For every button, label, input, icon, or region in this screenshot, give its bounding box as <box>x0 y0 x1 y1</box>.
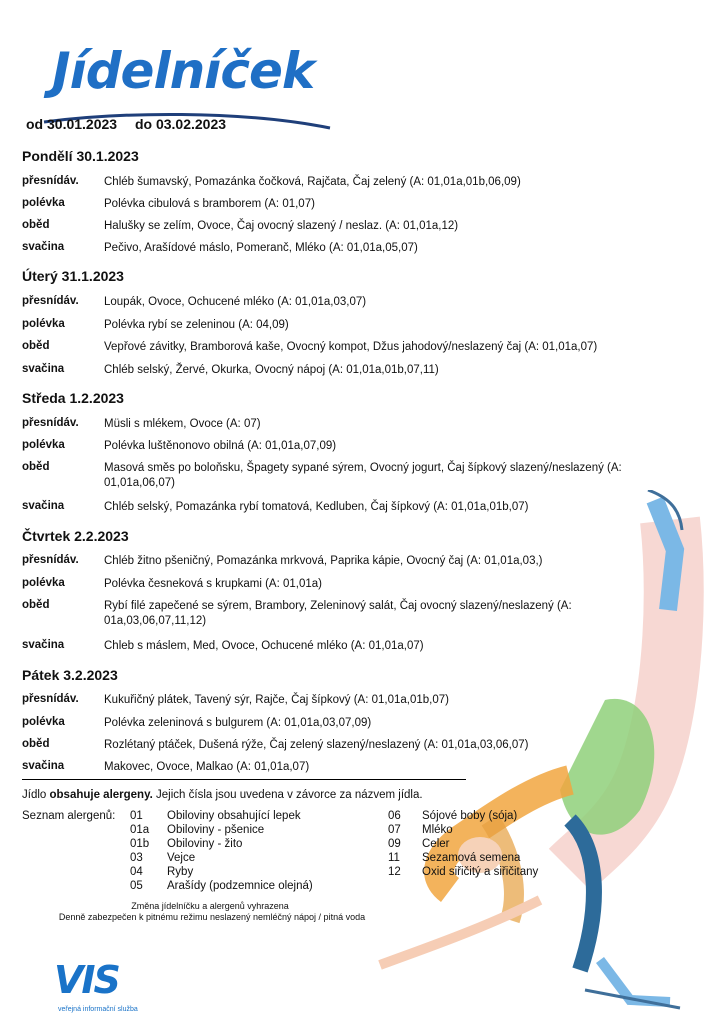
meal-label: oběd <box>22 340 50 352</box>
allergen-list-right <box>388 809 588 889</box>
allergen-name: Sójové boby (sója) <box>422 810 518 822</box>
allergen-code: 09 <box>388 838 401 850</box>
allergen-code: 11 <box>388 852 400 864</box>
allergen-name: Celer <box>422 838 450 850</box>
meal-text: Kukuřičný plátek, Tavený sýr, Rajče, Čaj šípkový (A: 01,01a,01b,07) <box>104 694 449 706</box>
meal-label: svačina <box>22 639 65 651</box>
meal-label: svačina <box>22 363 65 375</box>
allergen-name: Ryby <box>167 866 194 878</box>
meal-text: Chleb s máslem, Med, Ovoce, Ochucené mléko (A: 01,01a,07) <box>104 640 424 652</box>
day-heading: Úterý 31.1.2023 <box>22 268 124 284</box>
meal-label: oběd <box>22 219 50 231</box>
allergen-code: 07 <box>388 824 401 836</box>
meal-label: přesnídáv. <box>22 175 79 187</box>
meal-text: Loupák, Ovoce, Ochucené mléko (A: 01,01a,03,07) <box>104 296 367 308</box>
meal-text: Polévka cibulová s bramborem (A: 01,07) <box>104 198 315 210</box>
meal-text: Vepřové závitky, Bramborová kaše, Ovocný kompot, Džus jahodový/neslazený čaj (A: 01,01a,07) <box>104 341 598 353</box>
meal-text: Pečivo, Arašídové máslo, Pomeranč, Mléko (A: 01,01a,05,07) <box>104 242 418 254</box>
meal-text: Chléb žitno pšeničný, Pomazánka mrkvová, Paprika kápie, Ovocný čaj (A: 01,01a,03,) <box>104 555 543 567</box>
meal-text: Rybí filé zapečené se sýrem, Brambory, Zeleninový salát, Čaj ovocný slazený/neslazený (A: 01a,03,06,07,11,12) <box>104 600 572 627</box>
allergen-name: Obiloviny - žito <box>167 838 243 850</box>
meal-label: oběd <box>22 461 50 473</box>
date-to: do 03.02.2023 <box>134 116 227 132</box>
vis-logo-subtitle: veřejná informační služba <box>58 1006 138 1013</box>
allergen-name: Obiloviny obsahující lepek <box>167 810 301 822</box>
day-heading: Středa 1.2.2023 <box>22 390 124 406</box>
meal-label: polévka <box>22 439 65 451</box>
allergen-list <box>22 809 422 899</box>
allergen-note <box>22 789 423 801</box>
allergen-code: 06 <box>388 810 401 822</box>
meal-label: polévka <box>22 577 65 589</box>
meal-text: Polévka česneková s krupkami (A: 01,01a) <box>104 578 322 590</box>
figure-skater-illustration <box>370 490 710 1020</box>
menu-change-note: Změna jídelníčku a alergenů vyhrazena <box>131 901 289 911</box>
meal-text: Halušky se zelím, Ovoce, Čaj ovocný slazený / neslaz. (A: 01,01a,12) <box>104 220 459 232</box>
drinking-regime-note: Denně zabezpečen k pitnému režimu neslazený nemléčný nápoj / pitná voda <box>58 912 366 922</box>
allergen-code: 12 <box>388 866 401 878</box>
date-from: od 30.01.2023 <box>26 116 118 132</box>
date-range <box>26 116 240 132</box>
allergen-code: 05 <box>130 880 143 892</box>
allergen-list-label: Seznam alergenů: <box>22 810 116 822</box>
allergen-note-prefix: Jídlo <box>22 789 50 801</box>
meal-text: Rozlétaný ptáček, Dušená rýže, Čaj zelený slazený/neslazený (A: 01,01a,03,06,07) <box>104 739 529 751</box>
meal-label: polévka <box>22 318 65 330</box>
day-heading: Pátek 3.2.2023 <box>22 667 118 683</box>
allergen-code: 01b <box>130 838 150 850</box>
meal-label: přesnídáv. <box>22 295 79 307</box>
divider-line <box>22 779 466 780</box>
allergen-code: 04 <box>130 866 143 878</box>
meal-label: polévka <box>22 716 65 728</box>
allergen-name: Obiloviny - pšenice <box>167 824 265 836</box>
meal-text: Polévka rybí se zeleninou (A: 04,09) <box>104 319 289 331</box>
allergen-code: 01a <box>130 824 150 836</box>
meal-label: přesnídáv. <box>22 693 79 705</box>
allergen-name: Sezamová semena <box>422 852 521 864</box>
meal-label: oběd <box>22 599 50 611</box>
meal-text: Masová směs po boloňsku, Špagety sypané sýrem, Ovocný jogurt, Čaj šípkový slazený/neslazený (A: 01,01a,06,07) <box>104 462 622 489</box>
meal-text: Polévka luštěnonovo obilná (A: 01,01a,07,09) <box>104 440 337 452</box>
meal-label: přesnídáv. <box>22 417 79 429</box>
allergen-code: 01 <box>130 810 143 822</box>
meal-text: Chléb selský, Žervé, Okurka, Ovocný nápoj (A: 01,01a,01b,07,11) <box>104 364 439 376</box>
meal-label: svačina <box>22 500 65 512</box>
allergen-name: Oxid siřičitý a siřičitany <box>422 866 539 878</box>
menu-title: Jídelníček <box>52 42 315 100</box>
meal-text: Makovec, Ovoce, Malkao (A: 01,01a,07) <box>104 761 310 773</box>
day-heading: Pondělí 30.1.2023 <box>22 148 139 164</box>
allergen-name: Arašídy (podzemnice olejná) <box>167 880 313 892</box>
meal-text: Müsli s mlékem, Ovoce (A: 07) <box>104 418 261 430</box>
allergen-code: 03 <box>130 852 143 864</box>
vis-logo: VIS <box>54 958 119 1002</box>
meal-label: svačina <box>22 760 65 772</box>
meal-text: Chléb selský, Pomazánka rybí tomatová, Kedluben, Čaj šípkový (A: 01,01a,01b,07) <box>104 501 529 513</box>
meal-label: přesnídáv. <box>22 554 79 566</box>
meal-text: Polévka zeleninová s bulgurem (A: 01,01a,03,07,09) <box>104 717 372 729</box>
meal-label: oběd <box>22 738 50 750</box>
allergen-name: Mléko <box>422 824 453 836</box>
allergen-note-suffix: Jejich čísla jsou uvedena v závorce za názvem jídla. <box>152 789 423 801</box>
meal-label: svačina <box>22 241 65 253</box>
meal-text: Chléb šumavský, Pomazánka čočková, Rajčata, Čaj zelený (A: 01,01a,01b,06,09) <box>104 176 521 188</box>
meal-label: polévka <box>22 197 65 209</box>
day-heading: Čtvrtek 2.2.2023 <box>22 528 129 544</box>
allergen-note-bold: obsahuje alergeny. <box>49 789 153 801</box>
allergen-name: Vejce <box>167 852 196 864</box>
